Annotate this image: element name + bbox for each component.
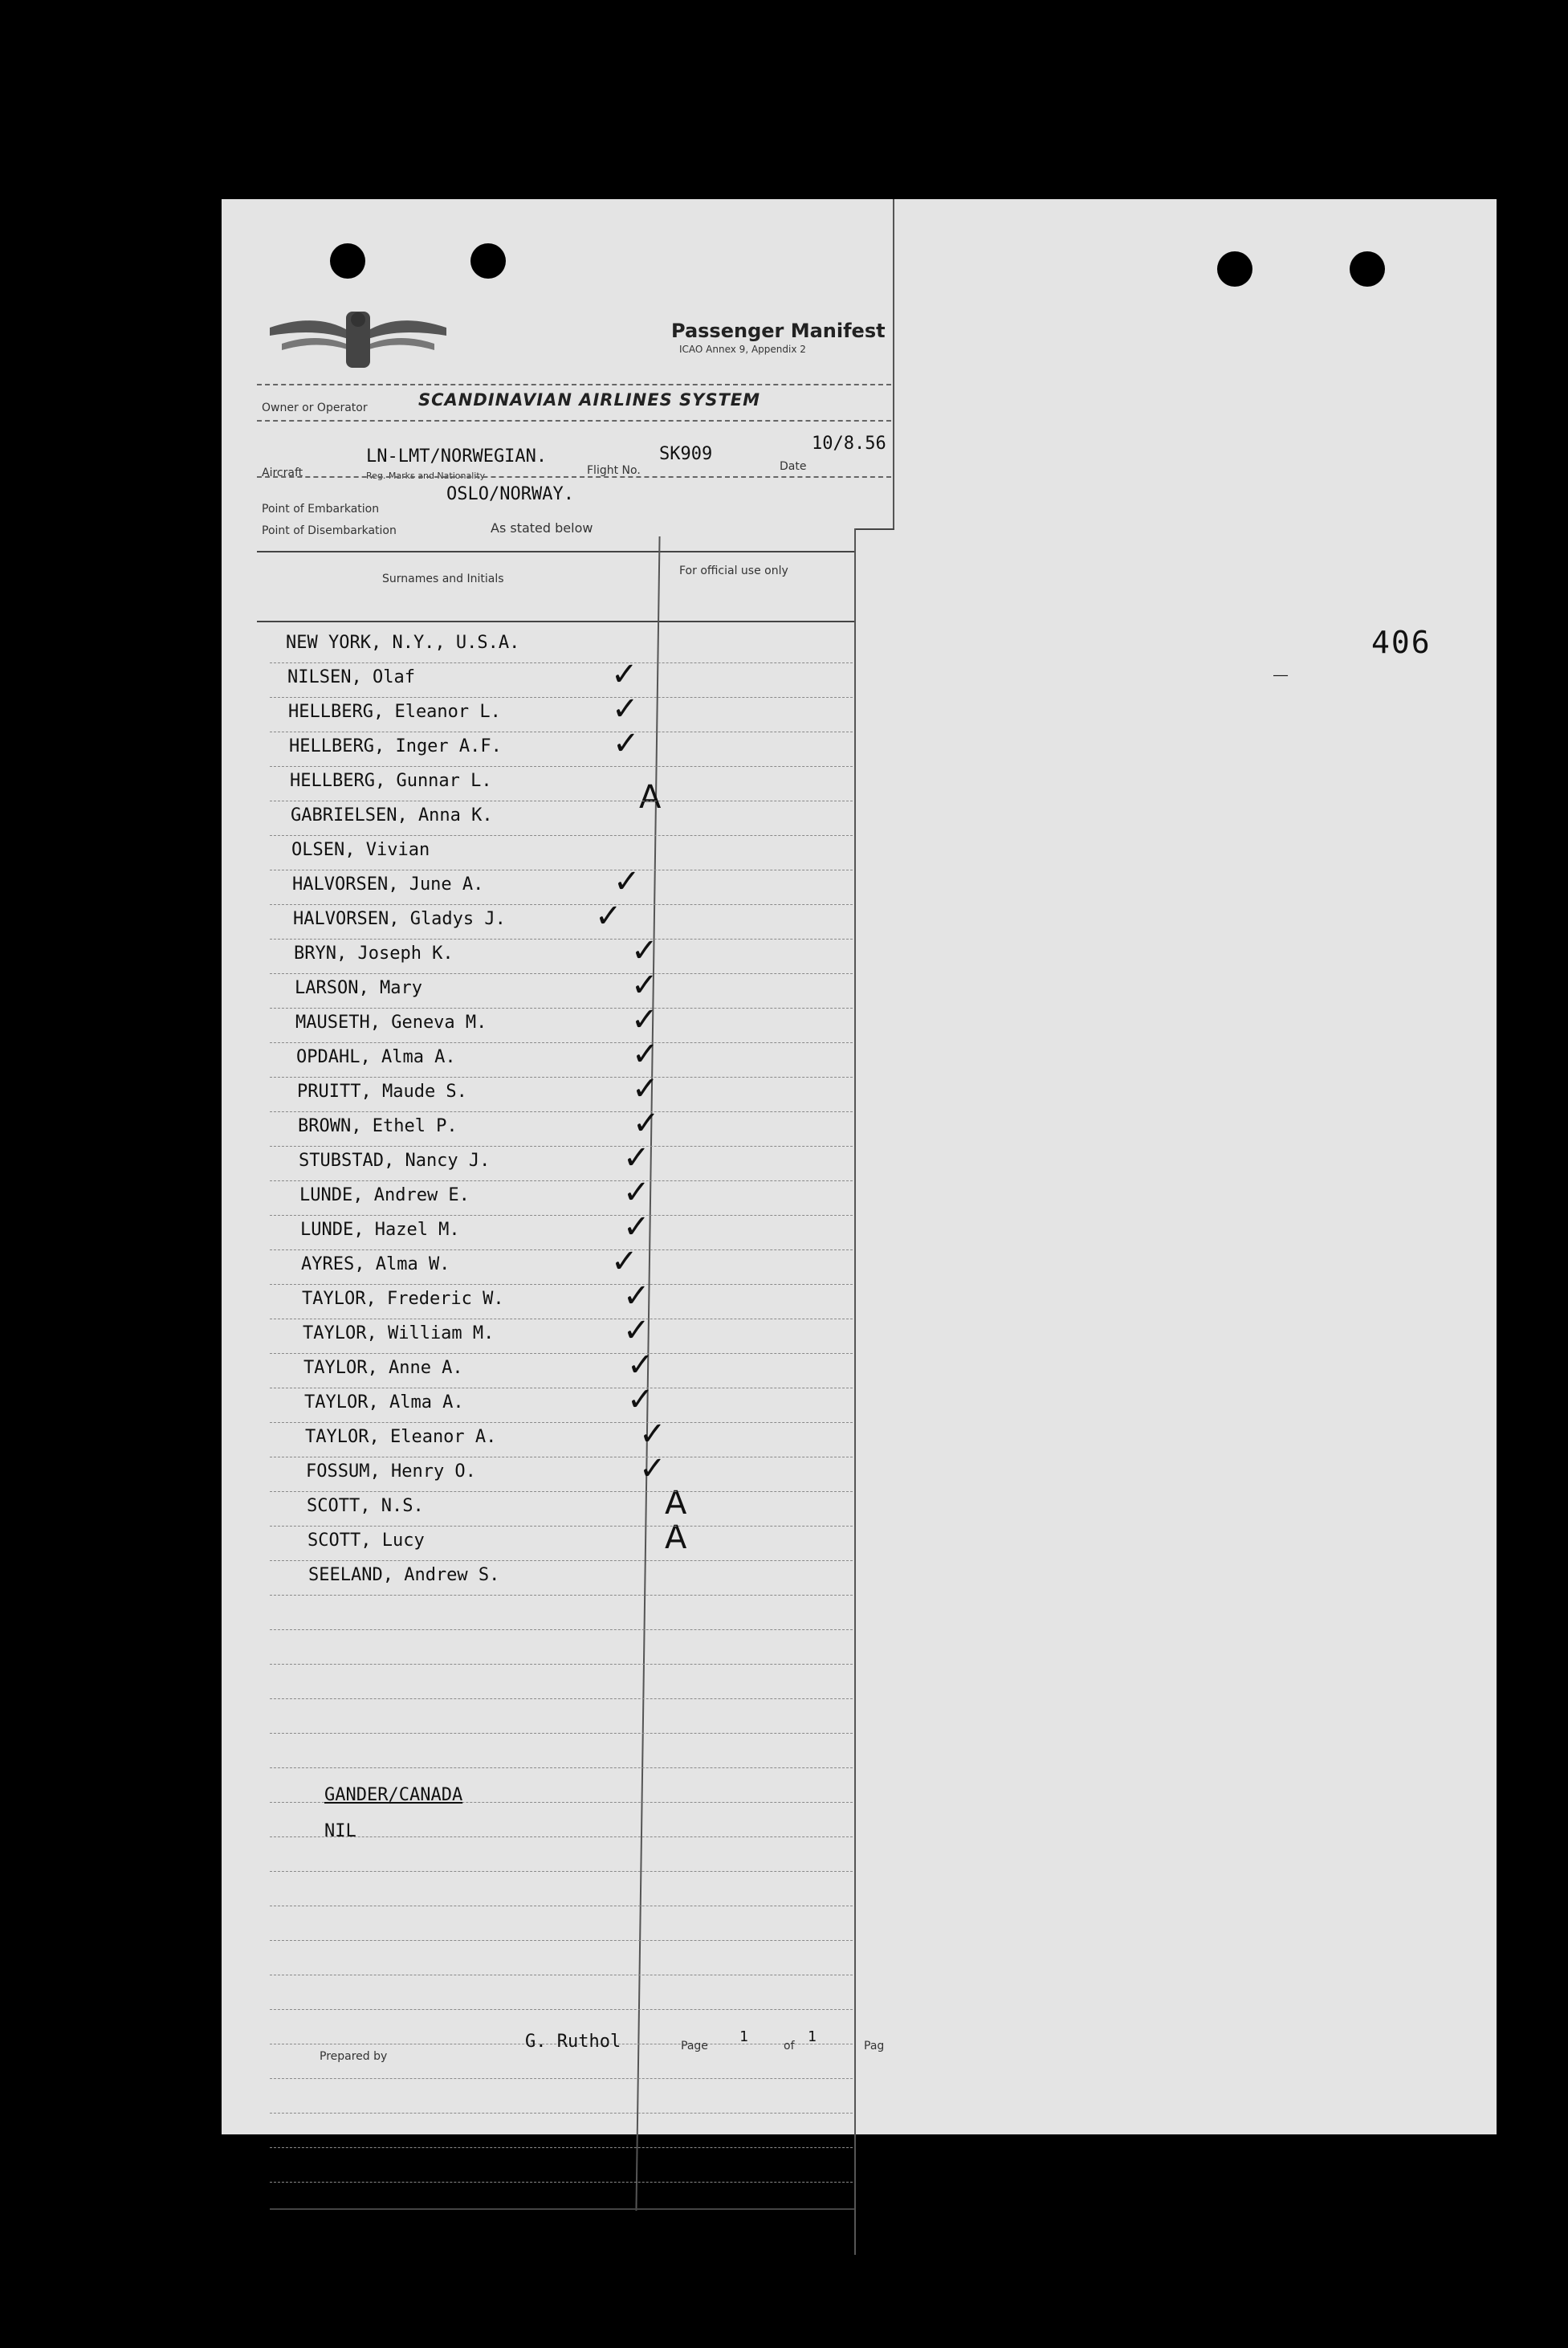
row-rule xyxy=(270,1111,853,1112)
date-label: Date xyxy=(780,460,807,473)
passenger-entry: TAYLOR, Eleanor A. xyxy=(305,1427,497,1447)
embarkation-label: Point of Embarkation xyxy=(262,503,380,516)
row-rule xyxy=(270,1353,853,1354)
passenger-entry: HELLBERG, Eleanor L. xyxy=(288,702,501,722)
row-rule xyxy=(270,662,853,663)
row-rule xyxy=(270,1422,853,1423)
date-value: 10/8.56 xyxy=(812,434,886,454)
passenger-entry: SCOTT, N.S. xyxy=(307,1496,424,1516)
divider xyxy=(257,621,855,622)
divider xyxy=(257,551,855,552)
passenger-entry: SEELAND, Andrew S. xyxy=(308,1565,500,1585)
row-rule xyxy=(270,1526,853,1527)
passenger-entry: NEW YORK, N.Y., U.S.A. xyxy=(286,633,520,653)
check-mark: ✓ xyxy=(632,1036,659,1073)
flight-label: Flight No. xyxy=(587,464,641,477)
embarkation-value: OSLO/NORWAY. xyxy=(446,484,574,504)
row-rule xyxy=(270,1146,853,1147)
aircraft-label: Aircraft xyxy=(262,467,303,479)
divider xyxy=(270,2208,854,2210)
row-rule xyxy=(270,2147,853,2148)
check-mark: ✓ xyxy=(612,691,639,728)
passenger-entry: HELLBERG, Gunnar L. xyxy=(290,771,492,791)
check-mark: ✓ xyxy=(623,1139,650,1176)
row-rule xyxy=(270,1767,853,1768)
row-rule xyxy=(270,1491,853,1492)
check-mark: ✓ xyxy=(623,1278,650,1315)
punch-hole xyxy=(1350,251,1385,287)
table-right-border xyxy=(854,528,856,2255)
check-mark: ✓ xyxy=(639,1416,666,1453)
check-mark: ✓ xyxy=(613,863,641,900)
flight-value: SK909 xyxy=(659,444,713,464)
row-rule xyxy=(270,1560,853,1561)
row-rule xyxy=(270,1698,853,1699)
passenger-entry: TAYLOR, Alma A. xyxy=(304,1392,464,1412)
check-mark: ✓ xyxy=(627,1347,654,1384)
check-mark: ✓ xyxy=(631,967,658,1004)
passenger-entry: OPDAHL, Alma A. xyxy=(296,1047,456,1067)
row-rule xyxy=(270,1284,853,1285)
row-rule xyxy=(270,2113,853,2114)
row-rule xyxy=(270,2182,853,2183)
check-mark: ✓ xyxy=(623,1312,650,1349)
col-official: For official use only xyxy=(679,565,788,577)
check-mark: ✓ xyxy=(611,656,638,693)
passenger-entry: TAYLOR, Anne A. xyxy=(303,1358,463,1378)
punch-hole xyxy=(1217,251,1252,287)
form-subtitle: ICAO Annex 9, Appendix 2 xyxy=(679,344,806,355)
check-mark: ✓ xyxy=(639,1450,666,1487)
passenger-entry: LARSON, Mary xyxy=(295,978,422,998)
of-label: of xyxy=(784,2040,795,2052)
prepared-label: Prepared by xyxy=(320,2050,388,2063)
row-rule xyxy=(270,939,853,940)
reg-caption: Reg. Marks and Nationality xyxy=(366,471,486,481)
row-rule xyxy=(270,1077,853,1078)
check-mark: A xyxy=(639,779,662,816)
row-rule xyxy=(270,1008,853,1009)
passenger-entry: STUBSTAD, Nancy J. xyxy=(299,1151,491,1171)
pages-label: Pag xyxy=(864,2040,885,2052)
check-mark: ✓ xyxy=(613,725,640,762)
passenger-entry: LUNDE, Hazel M. xyxy=(300,1220,460,1240)
row-rule xyxy=(270,904,853,905)
check-mark: ✓ xyxy=(623,1174,650,1211)
passenger-entry: OLSEN, Vivian xyxy=(291,840,430,860)
of-value: 1 xyxy=(808,2028,817,2045)
row-rule xyxy=(270,1836,853,1837)
header-right-border xyxy=(893,199,894,528)
prepared-value: G. Ruthol xyxy=(525,2032,621,2052)
check-mark: ✓ xyxy=(633,1105,660,1142)
passenger-entry: PRUITT, Maude S. xyxy=(297,1082,467,1102)
row-rule xyxy=(270,1180,853,1181)
row-rule xyxy=(270,1733,853,1734)
divider xyxy=(257,420,891,422)
passenger-entry: BRYN, Joseph K. xyxy=(294,944,454,964)
page-label: Page xyxy=(681,2040,708,2052)
check-mark: ✓ xyxy=(623,1209,650,1245)
passenger-entry: GABRIELSEN, Anna K. xyxy=(291,805,493,825)
destination-heading: GANDER/CANADA xyxy=(324,1785,463,1805)
passenger-entry: HELLBERG, Inger A.F. xyxy=(289,736,502,756)
check-mark: A xyxy=(665,1485,687,1522)
passenger-entry: TAYLOR, William M. xyxy=(303,1323,495,1343)
row-rule xyxy=(270,1042,853,1043)
row-rule xyxy=(270,835,853,836)
passenger-entry: NILSEN, Olaf xyxy=(287,667,415,687)
row-rule xyxy=(270,1215,853,1216)
divider xyxy=(257,384,891,385)
check-mark: ✓ xyxy=(611,1243,638,1280)
row-rule xyxy=(270,973,853,974)
row-rule xyxy=(270,1940,853,1941)
row-rule xyxy=(270,2009,853,2010)
passenger-entry: SCOTT, Lucy xyxy=(307,1531,425,1551)
passenger-entry: HALVORSEN, Gladys J. xyxy=(293,909,506,929)
row-rule xyxy=(270,1595,853,1596)
owner-value: SCANDINAVIAN AIRLINES SYSTEM xyxy=(418,390,761,410)
passenger-entry: TAYLOR, Frederic W. xyxy=(302,1289,504,1309)
manifest-form xyxy=(222,199,896,2134)
manifest-sheet xyxy=(222,199,1497,2134)
row-rule xyxy=(270,766,853,767)
passenger-entry: HALVORSEN, June A. xyxy=(292,874,484,895)
check-mark: ✓ xyxy=(595,898,622,935)
divider xyxy=(257,476,891,478)
row-rule xyxy=(270,1249,853,1250)
check-mark: A xyxy=(665,1519,687,1556)
divider xyxy=(856,528,894,530)
aircraft-value: LN-LMT/NORWEGIAN. xyxy=(366,446,548,467)
row-rule xyxy=(270,697,853,698)
passenger-entry: FOSSUM, Henry O. xyxy=(306,1461,476,1482)
row-rule xyxy=(270,1871,853,1872)
check-mark: ✓ xyxy=(631,932,658,969)
margin-dash: _ xyxy=(1273,649,1289,677)
airline-logo-icon xyxy=(270,296,446,384)
page-number: 406 xyxy=(1371,625,1432,660)
check-mark: ✓ xyxy=(632,1070,659,1107)
col-surnames: Surnames and Initials xyxy=(382,573,504,585)
passenger-entry: LUNDE, Andrew E. xyxy=(299,1185,470,1205)
row-rule xyxy=(270,1629,853,1630)
owner-label: Owner or Operator xyxy=(262,402,368,414)
form-title: Passenger Manifest xyxy=(671,320,886,342)
passenger-entry: MAUSETH, Geneva M. xyxy=(295,1013,487,1033)
passenger-entry: BROWN, Ethel P. xyxy=(298,1116,458,1136)
passenger-entry: AYRES, Alma W. xyxy=(301,1254,450,1274)
check-mark: ✓ xyxy=(627,1381,654,1418)
page-value: 1 xyxy=(739,2028,748,2045)
check-mark: ✓ xyxy=(631,1001,658,1038)
destination-entry: NIL xyxy=(324,1821,356,1841)
row-rule xyxy=(270,1664,853,1665)
row-rule xyxy=(270,2078,853,2079)
disembarkation-label: Point of Disembarkation xyxy=(262,524,397,537)
disembarkation-value: As stated below xyxy=(491,520,593,536)
